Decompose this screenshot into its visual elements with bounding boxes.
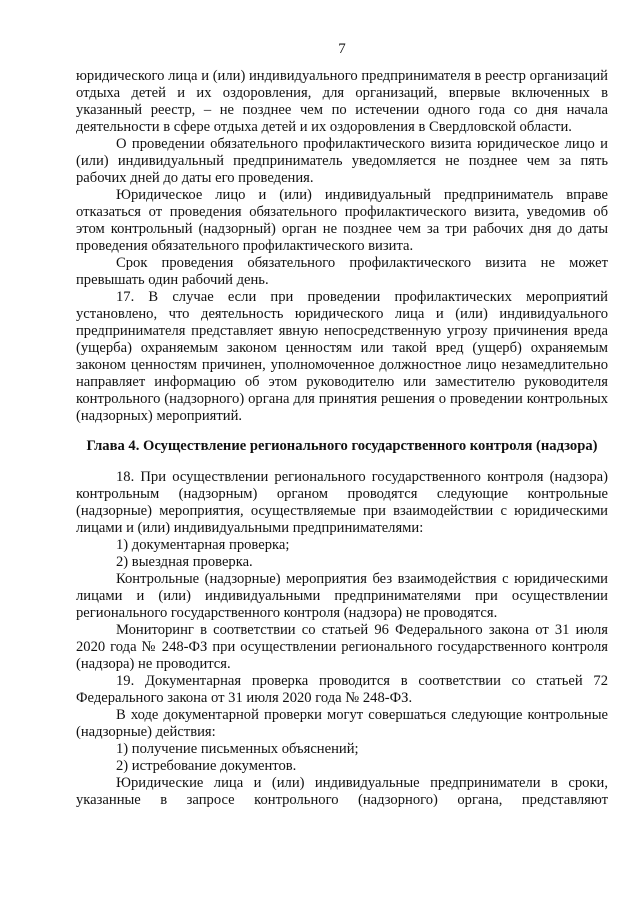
paragraph-item-17: 17. В случае если при проведении профилактических мероприятий установлено, что деятельность юридического лица и (или) индивидуального предпринимателя представляет явную непосредственную угрозу причинения вреда (ущерба) охраняемым законом ценностям или такой вред (ущерб) охраняемым законом ценностям причинен, уполномоченное должностное лицо незамедлительно направляет информацию об этом руководителю или заместителю руководителя контрольного (надзорного) органа для принятия решения о проведении контрольных (надзорных) мероприятий. (76, 289, 608, 424)
paragraph-control-actions: В ходе документарной проверки могут совершаться следующие контрольные (надзорные) действия: (76, 707, 608, 740)
paragraph-continuation: юридического лица и (или) индивидуального предпринимателя в реестр организаций отдыха детей и их оздоровления, для организаций, впервые включенных в указанный реестр, – не позднее чем по истечении одного года со дня начала деятельности в сфере отдыха детей и их оздоровления в Свердловской области. (76, 68, 608, 135)
paragraph-visit-notification: О проведении обязательного профилактического визита юридическое лицо и (или) индивидуальный предприниматель уведомляется не позднее чем за пять рабочих дней до даты его проведения. (76, 136, 608, 186)
chapter-heading: Глава 4. Осуществление регионального государственного контроля (надзора) (86, 438, 598, 454)
list-item-documentary-check: 1) документарная проверка; (116, 537, 290, 553)
list-item-onsite-check: 2) выездная проверка. (116, 554, 253, 570)
paragraph-submission-terms: Юридические лица и (или) индивидуальные предприниматели в сроки, указанные в запросе контрольного (надзорного) органа, представляют (76, 775, 608, 808)
list-item-written-explanations: 1) получение письменных объяснений; (116, 741, 359, 757)
paragraph-monitoring: Мониторинг в соответствии со статьей 96 Федерального закона от 31 июля 2020 года № 248-ФЗ при осуществлении регионального государственного контроля (надзора) не проводится. (76, 622, 608, 672)
paragraph-visit-duration: Срок проведения обязательного профилактического визита не может превышать один рабочий день. (76, 255, 608, 288)
list-item-document-request: 2) истребование документов. (116, 758, 297, 774)
paragraph-item-18: 18. При осуществлении регионального государственного контроля (надзора) контрольным (надзорным) органом проводятся следующие контрольные (надзорные) мероприятия, осуществляемые при взаимодействии с юридическими лицами и (или) индивидуальными предпринимателями: (76, 469, 608, 536)
paragraph-item-19: 19. Документарная проверка проводится в соответствии со статьей 72 Федерального закона от 31 июля 2020 года № 248-ФЗ. (76, 673, 608, 706)
paragraph-visit-refusal: Юридическое лицо и (или) индивидуальный предприниматель вправе отказаться от проведения обязательного профилактического визита, уведомив об этом контрольный (надзорный) орган не позднее чем за три рабочих дня до даты проведения обязательного профилактического визита. (76, 187, 608, 254)
page-number: 7 (338, 41, 346, 57)
paragraph-no-interaction-measures: Контрольные (надзорные) мероприятия без взаимодействия с юридическими лицами и (или) индивидуальными предпринимателями при осуществлении регионального государственного контроля (надзора) не проводятся. (76, 571, 608, 621)
